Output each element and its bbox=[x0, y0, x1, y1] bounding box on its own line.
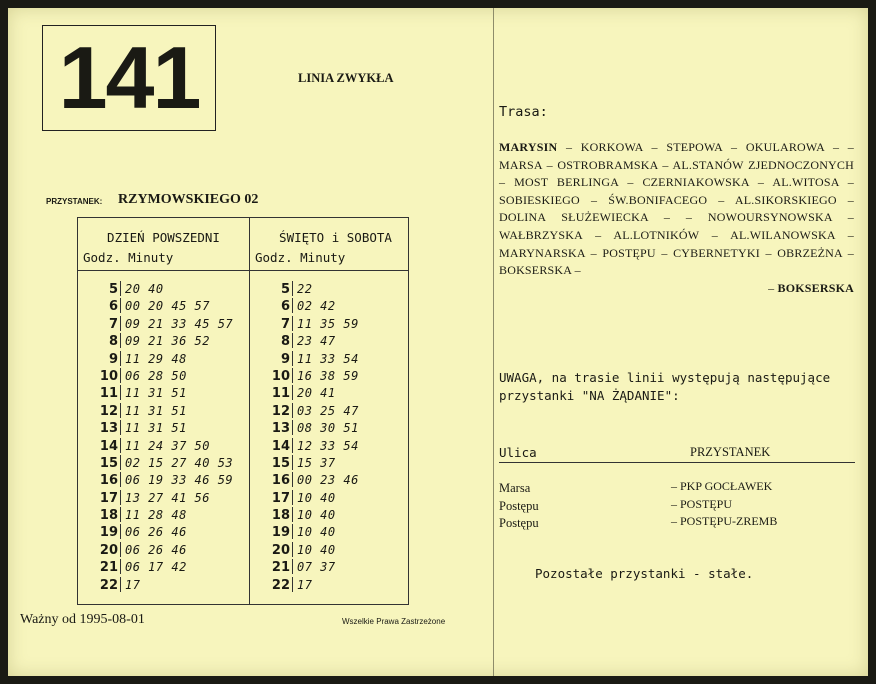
departure-hour: 8 bbox=[108, 334, 118, 350]
departure-minutes: 17 bbox=[125, 577, 141, 592]
departure-hour: 17 bbox=[271, 490, 290, 506]
departure-row bbox=[250, 383, 359, 400]
departure-minutes: 22 bbox=[297, 282, 313, 296]
route-first-stop: MARYSIN bbox=[499, 140, 558, 154]
departure-minutes: 11 31 51 bbox=[125, 386, 187, 401]
departure-minutes: 11 33 54 bbox=[297, 351, 359, 366]
departure-minutes: 08 30 51 bbox=[297, 421, 359, 436]
departure-row bbox=[78, 470, 233, 487]
departure-minutes: 23 47 bbox=[297, 334, 336, 349]
hour-separator bbox=[292, 507, 293, 522]
departure-hour: 16 bbox=[271, 473, 290, 489]
hour-separator bbox=[292, 455, 293, 470]
departure-hour: 12 bbox=[99, 403, 118, 419]
hour-separator bbox=[292, 316, 293, 331]
hour-separator bbox=[292, 333, 293, 348]
departure-hour: 16 bbox=[99, 473, 118, 489]
departure-minutes: 02 42 bbox=[297, 299, 336, 314]
holiday-title: ŚWIĘTO i SOBOTA bbox=[279, 230, 392, 245]
hour-separator bbox=[292, 542, 293, 557]
hour-separator bbox=[120, 524, 121, 539]
departure-row bbox=[78, 366, 233, 383]
departure-minutes: 02 15 27 40 53 bbox=[125, 455, 234, 470]
on-request-stop: – POSTĘPU-ZREMB bbox=[671, 514, 778, 528]
holiday-departures bbox=[250, 279, 359, 592]
timetable-sheet bbox=[8, 8, 868, 676]
departure-row bbox=[250, 314, 359, 331]
departure-minutes: 13 27 41 56 bbox=[125, 490, 210, 505]
departure-row bbox=[78, 296, 233, 313]
rights-notice: Wszelkie Prawa Zastrzeżone bbox=[342, 617, 446, 626]
departure-row bbox=[78, 557, 233, 574]
departure-hour: 10 bbox=[271, 368, 290, 384]
departure-row bbox=[78, 575, 233, 592]
holiday-header bbox=[250, 218, 421, 268]
on-request-stops bbox=[499, 478, 859, 531]
departure-row bbox=[78, 314, 233, 331]
departure-row bbox=[250, 418, 359, 435]
hour-separator bbox=[292, 438, 293, 453]
departure-minutes: 06 26 46 bbox=[125, 542, 187, 557]
on-request-stop: – PKP GOCŁAWEK bbox=[671, 479, 773, 493]
departure-hour: 5 bbox=[280, 282, 290, 297]
hour-separator bbox=[292, 577, 293, 592]
departure-row bbox=[78, 401, 233, 418]
departure-row bbox=[78, 436, 233, 453]
hour-separator bbox=[120, 403, 121, 418]
departure-hour: 15 bbox=[99, 455, 118, 471]
hour-separator bbox=[292, 490, 293, 505]
departure-hour: 10 bbox=[99, 368, 118, 384]
departure-hour: 9 bbox=[280, 351, 290, 367]
street-column-header: Ulica bbox=[499, 445, 537, 460]
weekday-title: DZIEŃ POWSZEDNI bbox=[107, 230, 220, 245]
departure-row bbox=[250, 331, 359, 348]
departure-row bbox=[78, 505, 233, 522]
departure-hour: 13 bbox=[271, 421, 290, 437]
departure-row bbox=[78, 522, 233, 539]
departure-row bbox=[78, 279, 233, 296]
departure-hour: 18 bbox=[271, 508, 290, 524]
departure-row bbox=[78, 540, 233, 557]
departure-hour: 21 bbox=[271, 560, 290, 576]
departure-minutes: 06 19 33 46 59 bbox=[125, 473, 234, 488]
route-number-box bbox=[42, 25, 216, 131]
departure-hour: 6 bbox=[280, 299, 290, 315]
departure-minutes: 09 21 36 52 bbox=[125, 334, 210, 349]
hour-separator bbox=[120, 420, 121, 435]
hour-separator bbox=[292, 472, 293, 487]
hour-separator bbox=[120, 298, 121, 313]
departure-minutes: 11 31 51 bbox=[125, 403, 187, 418]
departure-hour: 15 bbox=[271, 455, 290, 471]
departure-row bbox=[250, 366, 359, 383]
hour-separator bbox=[292, 351, 293, 366]
departure-minutes: 06 17 42 bbox=[125, 560, 187, 575]
departure-row bbox=[250, 575, 359, 592]
departure-minutes: 11 29 48 bbox=[125, 351, 187, 366]
departure-hour: 9 bbox=[108, 351, 118, 367]
hour-separator bbox=[120, 281, 121, 296]
hour-separator bbox=[120, 316, 121, 331]
hour-separator bbox=[120, 559, 121, 574]
departure-hour: 21 bbox=[99, 560, 118, 576]
departure-minutes: 11 24 37 50 bbox=[125, 438, 210, 453]
departure-row bbox=[78, 418, 233, 435]
departure-minutes: 00 20 45 57 bbox=[125, 299, 210, 314]
route-number: 141 bbox=[58, 28, 200, 127]
hour-separator bbox=[120, 333, 121, 348]
weekday-subheader: Godz. Minuty bbox=[83, 250, 174, 265]
departure-row bbox=[250, 505, 359, 522]
departure-hour: 22 bbox=[99, 577, 118, 593]
departure-minutes: 12 33 54 bbox=[297, 438, 359, 453]
hour-separator bbox=[292, 420, 293, 435]
departure-hour: 17 bbox=[99, 490, 118, 506]
table-header-divider bbox=[78, 270, 408, 271]
departure-row bbox=[250, 488, 359, 505]
on-request-stop: – POSTĘPU bbox=[671, 496, 733, 511]
departure-row bbox=[250, 349, 359, 366]
departure-row bbox=[78, 453, 233, 470]
departure-hour: 11 bbox=[271, 386, 290, 402]
departure-hour: 8 bbox=[280, 334, 290, 350]
departure-minutes: 15 37 bbox=[297, 455, 336, 470]
route-label: Trasa: bbox=[499, 104, 548, 120]
departure-minutes: 06 26 46 bbox=[125, 525, 187, 540]
departure-row bbox=[78, 383, 233, 400]
on-request-street: Postępu bbox=[499, 498, 539, 513]
route-stops: – KORKOWA – STEPOWA – OKULAROWA – – MARSA – OSTROBRAMSKA – AL.STANÓW ZJEDNOCZONYCH – MOST BERLINGA – CZERNIAKOWSKA – AL.WITOSA – SOBIESKIEGO – ŚW.BONIFACEGO – AL.SIKORSKIEGO – DOLINA SŁUŻEWIECKA – – NOWOURSYNOWSKA – WAŁBRZYSKA – AL.LOTNIKÓW – AL.WILANOWSKA – MARYNARSKA – POSTĘPU – CYBERNETYKI – OBRZEŻNA – BOKSERSKA – bbox=[499, 140, 854, 278]
departure-row bbox=[250, 522, 359, 539]
hour-separator bbox=[292, 385, 293, 400]
valid-from: Ważny od 1995-08-01 bbox=[20, 612, 145, 627]
departure-hour: 19 bbox=[99, 525, 118, 541]
hour-separator bbox=[120, 351, 121, 366]
departure-hour: 18 bbox=[99, 508, 118, 524]
hour-separator bbox=[120, 455, 121, 470]
hour-separator bbox=[292, 368, 293, 383]
hour-separator bbox=[292, 524, 293, 539]
departure-hour: 6 bbox=[108, 299, 118, 315]
departure-row bbox=[250, 453, 359, 470]
departure-hour: 7 bbox=[280, 316, 290, 332]
departure-table bbox=[77, 217, 409, 605]
departure-minutes: 11 31 51 bbox=[125, 421, 187, 436]
hour-separator bbox=[120, 507, 121, 522]
stop-column-header: PRZYSTANEK bbox=[690, 445, 771, 459]
departure-minutes: 11 35 59 bbox=[297, 316, 359, 331]
departure-row bbox=[250, 540, 359, 557]
departure-hour: 14 bbox=[99, 438, 118, 454]
hour-separator bbox=[292, 281, 293, 296]
departure-row bbox=[78, 331, 233, 348]
hour-separator bbox=[120, 472, 121, 487]
line-type: LINIA ZWYKŁA bbox=[298, 71, 394, 85]
departure-row bbox=[250, 436, 359, 453]
on-request-row bbox=[499, 478, 859, 496]
departure-minutes: 10 40 bbox=[297, 508, 336, 523]
departure-hour: 7 bbox=[108, 316, 118, 332]
departure-minutes: 17 bbox=[297, 577, 313, 592]
on-request-notice: UWAGA, na trasie linii występują następujące przystanki "NA ŻĄDANIE": bbox=[499, 370, 831, 403]
route-description bbox=[499, 139, 854, 297]
notice-divider bbox=[499, 462, 855, 463]
departure-row bbox=[250, 279, 359, 296]
departure-minutes: 10 40 bbox=[297, 525, 336, 540]
stop-label: PRZYSTANEK: bbox=[46, 197, 103, 206]
departure-minutes: 07 37 bbox=[297, 560, 336, 575]
on-request-row bbox=[499, 513, 859, 531]
weekday-departures bbox=[78, 279, 233, 592]
on-request-street: Postępu bbox=[499, 516, 539, 530]
departure-minutes: 09 21 33 45 57 bbox=[125, 316, 234, 331]
departure-minutes: 06 28 50 bbox=[125, 368, 187, 383]
departure-hour: 22 bbox=[271, 577, 290, 593]
hour-separator bbox=[120, 542, 121, 557]
departure-hour: 11 bbox=[99, 386, 118, 402]
departure-row bbox=[250, 557, 359, 574]
departure-minutes: 00 23 46 bbox=[297, 473, 359, 488]
weekday-header bbox=[78, 218, 249, 268]
hour-separator bbox=[120, 368, 121, 383]
route-end-prefix: – bbox=[768, 280, 778, 295]
route-last-stop: BOKSERSKA bbox=[777, 280, 854, 295]
departure-hour: 20 bbox=[271, 542, 290, 558]
holiday-subheader: Godz. Minuty bbox=[255, 250, 346, 265]
hour-separator bbox=[292, 298, 293, 313]
departure-minutes: 16 38 59 bbox=[297, 368, 359, 383]
departure-row bbox=[78, 349, 233, 366]
departure-row bbox=[250, 470, 359, 487]
route-end bbox=[499, 280, 854, 298]
departure-row bbox=[250, 296, 359, 313]
stop-name: RZYMOWSKIEGO 02 bbox=[118, 192, 259, 207]
departure-row bbox=[250, 401, 359, 418]
hour-separator bbox=[292, 403, 293, 418]
hour-separator bbox=[120, 385, 121, 400]
hour-separator bbox=[120, 577, 121, 592]
on-request-row bbox=[499, 496, 859, 514]
departure-minutes: 20 40 bbox=[125, 282, 164, 296]
on-request-street: Marsa bbox=[499, 481, 531, 495]
departure-minutes: 20 41 bbox=[297, 386, 336, 401]
departure-hour: 13 bbox=[99, 421, 118, 437]
hour-separator bbox=[120, 438, 121, 453]
hour-separator bbox=[292, 559, 293, 574]
departure-hour: 5 bbox=[108, 282, 118, 297]
hour-separator bbox=[120, 490, 121, 505]
departure-hour: 19 bbox=[271, 525, 290, 541]
departure-minutes: 11 28 48 bbox=[125, 508, 187, 523]
departure-hour: 14 bbox=[271, 438, 290, 454]
departure-hour: 12 bbox=[271, 403, 290, 419]
departure-minutes: 10 40 bbox=[297, 542, 336, 557]
departure-minutes: 03 25 47 bbox=[297, 403, 359, 418]
departure-row bbox=[78, 488, 233, 505]
other-stops-note: Pozostałe przystanki - stałe. bbox=[535, 566, 754, 581]
departure-hour: 20 bbox=[99, 542, 118, 558]
departure-minutes: 10 40 bbox=[297, 490, 336, 505]
page-fold-divider bbox=[493, 8, 494, 676]
